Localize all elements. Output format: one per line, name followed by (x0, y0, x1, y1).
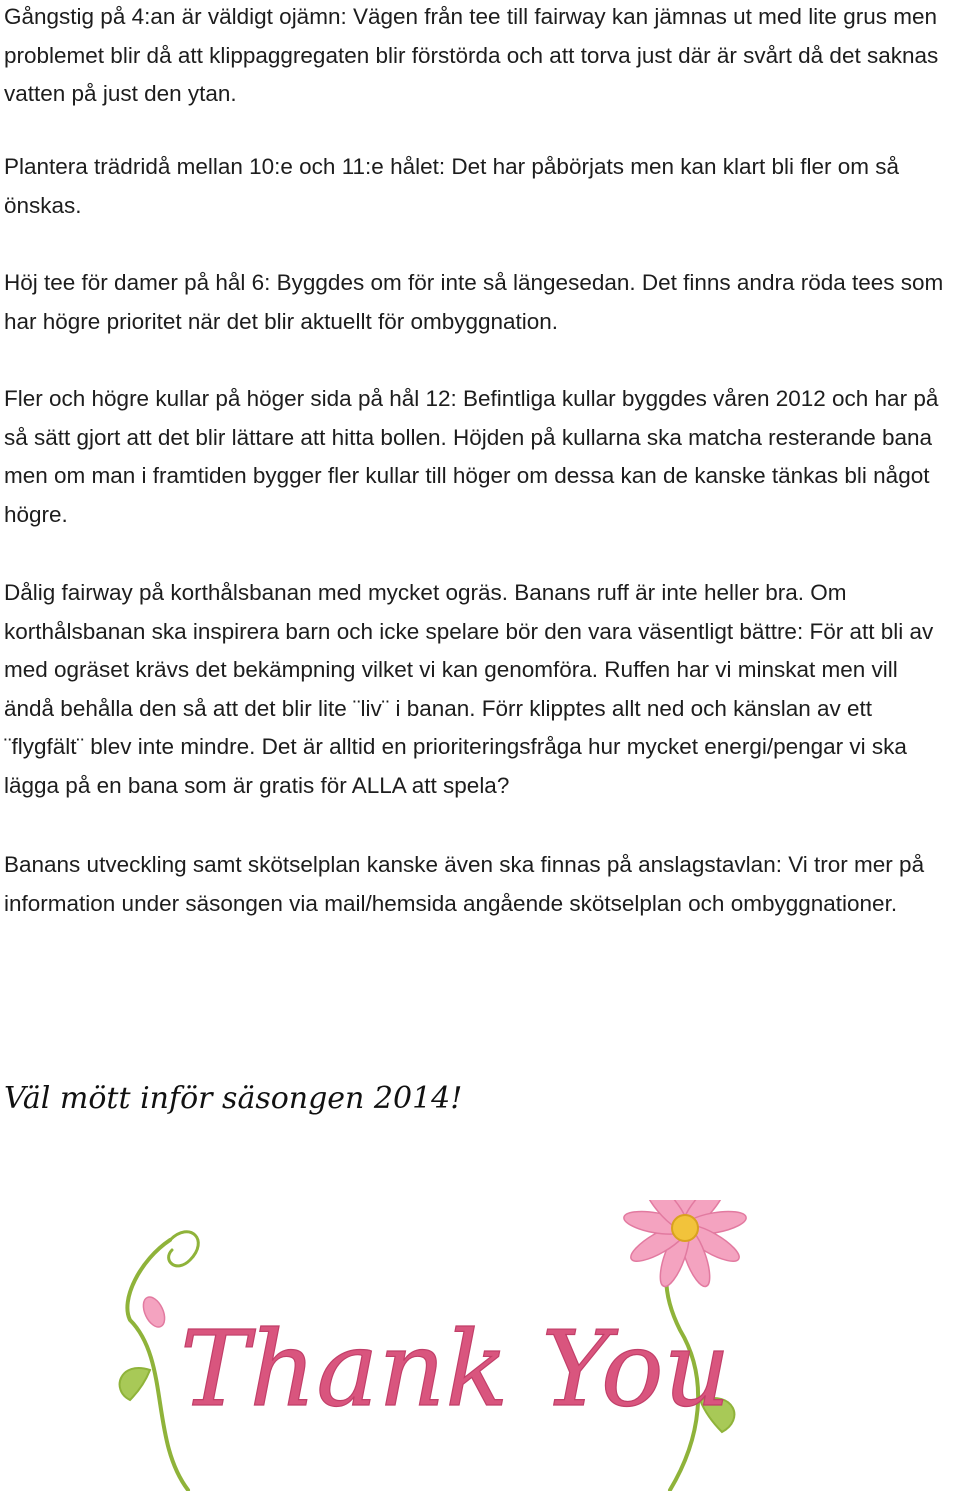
paragraph-hoj-tee: Höj tee för damer på hål 6: Byggdes om för inte så längesedan. Det finns andra röda tees som har högre prioritet när det blir aktuellt för ombyggnation. (4, 270, 944, 334)
bud-icon (139, 1294, 169, 1331)
leaf-left (120, 1368, 150, 1400)
thank-you-lettering: Thank You (180, 1308, 731, 1430)
stem-curl (169, 1232, 199, 1266)
season-greeting: Väl mött inför säsongen 2014! (4, 1081, 463, 1116)
thank-you-image (110, 1200, 750, 1491)
paragraph-tradrida: Plantera trädridå mellan 10:e och 11:e hålet: Det har påbörjats men kan klart bli fler om så önskas. (4, 154, 900, 218)
paragraph-korthalsbanan: Dålig fairway på korthålsbanan med mycket ogräs. Banans ruff är inte heller bra. Om korthålsbanan ska inspirera barn och icke spelare bör den vara väsentligt bättre: För att bli av med ogräset krävs det bekämpning vilket vi kan genomföra. Ruffen har vi minskat men vill ändå behålla den så att det blir lite ¨liv¨ i banan. Förr klipptes allt ned och känslan av ett ¨flygfält¨ blev inte mindre. Det är alltid en prioriteringsfråga hur mycket energi/pengar vi ska lägga på en bana som är gratis för ALLA att spela? (4, 580, 934, 798)
flower-icon (622, 1200, 748, 1290)
stem-left (127, 1240, 188, 1490)
paragraph-gangstig: Gångstig på 4:an är väldigt ojämn: Vägen från tee till fairway kan jämnas ut med lite grus men problemet blir då att klippaggregaten blir förstörda och att torva just där är svårt då det saknas vatten på just den ytan. (4, 4, 939, 107)
paragraph-skotselplan: Banans utveckling samt skötselplan kanske även ska finnas på anslagstavlan: Vi tror mer på information under säsongen via mail/hemsida angående skötselplan och ombyggnationer. (4, 852, 925, 916)
paragraph-kullar: Fler och högre kullar på höger sida på hål 12: Befintliga kullar byggdes våren 2012 och har på så sätt gjort att det blir lättare att hitta bollen. Höjden på kullarna ska matcha resterande bana men om man i framtiden bygger fler kullar till höger om dessa kan de kanske tänkas bli något högre. (4, 386, 939, 527)
